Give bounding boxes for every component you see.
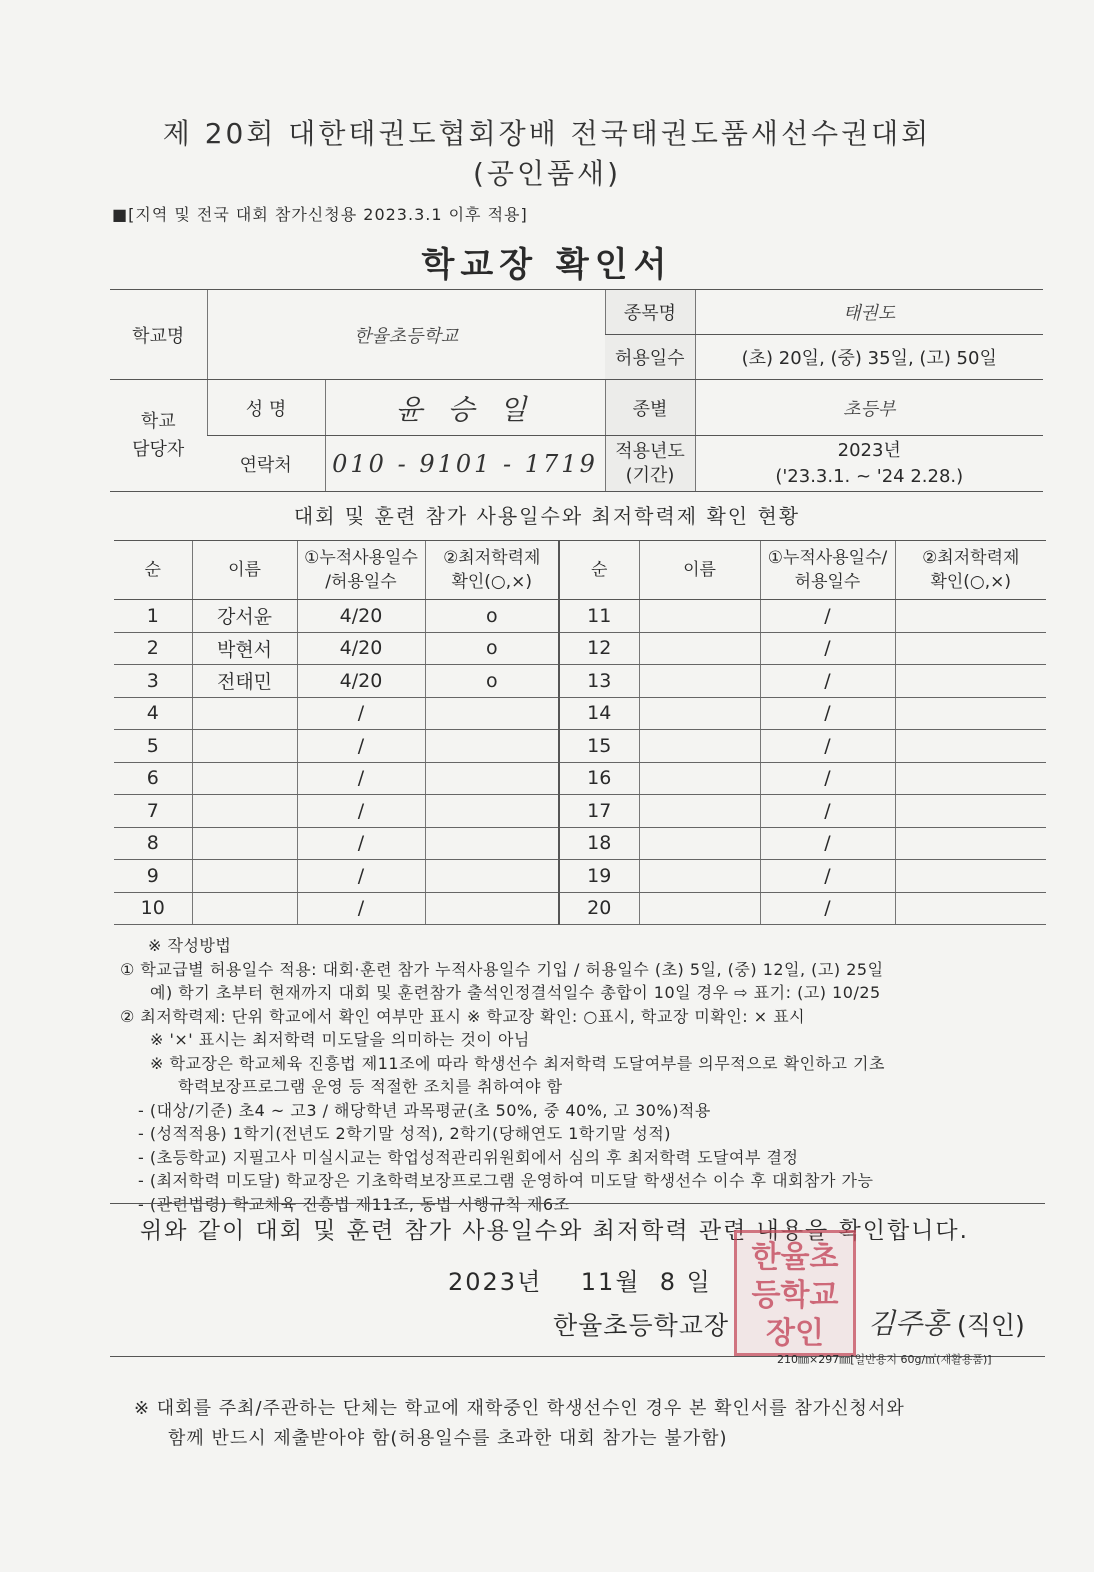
table-row [114, 827, 1046, 860]
cell-no-right: 18 [559, 827, 639, 860]
divider [110, 1203, 1045, 1204]
cell-no-right: 17 [559, 795, 639, 828]
cell-days: / [297, 892, 425, 925]
cell-no: 10 [114, 892, 192, 925]
cell-days-right: / [760, 665, 895, 698]
cell-no-right: 12 [559, 632, 639, 665]
cell-name: 강서윤 [192, 600, 297, 633]
cell-name [192, 892, 297, 925]
cell-days: / [297, 697, 425, 730]
year-label: 적용년도 (기간) [605, 436, 695, 492]
header-acad-right: ②최저학력제 확인(○,×) [895, 541, 1046, 600]
cell-name [192, 697, 297, 730]
cell-days-right: / [760, 730, 895, 763]
cell-acad-right [895, 665, 1046, 698]
cell-name-right [639, 762, 760, 795]
method-line: - (성적적용) 1학기(전년도 2학기말 성적), 2학기(당해연도 1학기말 성적) [138, 1124, 672, 1143]
cell-no: 8 [114, 827, 192, 860]
cell-name-right [639, 795, 760, 828]
cell-acad-right [895, 697, 1046, 730]
official-seal-label: (직인) [957, 1311, 1025, 1340]
cell-name-right [639, 697, 760, 730]
header-acad: ②최저학력제 확인(○,×) [425, 541, 559, 600]
cell-no: 9 [114, 860, 192, 893]
method-line: ※ 학교장은 학교체육 진흥법 제11조에 따라 학생선수 최저학력 도달여부를 의무적으로 확인하고 기초 [150, 1053, 885, 1073]
header-name-right: 이름 [639, 541, 760, 600]
document-title: 학교장 확인서 [421, 245, 673, 285]
cell-acad [425, 892, 559, 925]
participation-table [114, 540, 1046, 925]
cell-name-right [639, 632, 760, 665]
header-name: 이름 [192, 541, 297, 600]
method-line: - (최저학력 미도달) 학교장은 기초학력보장프로그램 운영하여 미도달 학생선수 이수 후 대회참가 가능 [138, 1171, 874, 1190]
cell-days-right: / [760, 697, 895, 730]
contact-value: 010 - 9101 - 1719 [325, 436, 605, 492]
cell-days-right: / [760, 892, 895, 925]
cell-no: 6 [114, 762, 192, 795]
method-line: 예) 학기 초부터 현재까지 대회 및 훈련참가 출석인정결석일수 총합이 10일 경우 ⇨ 표기: (고) 10/25 [150, 983, 881, 1002]
cell-days: / [297, 860, 425, 893]
principal-name: 한율초등학교장 [553, 1311, 730, 1340]
cell-no-right: 11 [559, 600, 639, 633]
method-section [120, 934, 1050, 1216]
table-row [114, 600, 1046, 633]
event-value: 태권도 [695, 290, 1043, 335]
method-heading: ※ 작성방법 [148, 936, 232, 955]
cell-acad [425, 827, 559, 860]
school-seal: 한율초등학교장인 [734, 1230, 856, 1356]
cell-days-right: / [760, 795, 895, 828]
year-value: 2023년 [837, 439, 901, 461]
event-label: 종목명 [605, 290, 695, 335]
table-row [114, 892, 1046, 925]
cell-name: 전태민 [192, 665, 297, 698]
title-line2: (공인품새) [472, 157, 622, 190]
paper-spec: 210㎜×297㎜[일반용지 60g/㎡(재활용품)] [777, 1353, 992, 1366]
method-line: ② 최저학력제: 단위 학교에서 확인 여부만 표시 ※ 학교장 확인: ○표시, 학교장 미확인: × 표시 [120, 1006, 806, 1026]
cell-name [192, 762, 297, 795]
cell-no-right: 13 [559, 665, 639, 698]
cell-days-right: / [760, 860, 895, 893]
table-row [114, 632, 1046, 665]
title-line1: 제 20회 대한태권도협회장배 전국태권도품새선수권대회 [162, 117, 932, 150]
method-line: - (초등학교) 지필고사 미실시교는 학업성적관리위원회에서 심의 후 최저학력 도달여부 결정 [138, 1147, 799, 1167]
footer-line: ※ 대회를 주최/주관하는 단체는 학교에 재학중인 학생선수인 경우 본 확인서를 참가신청서와 [134, 1398, 905, 1419]
cell-no-right: 14 [559, 697, 639, 730]
school-value: 한율초등학교 [207, 290, 605, 380]
notice-text: ■[지역 및 전국 대회 참가신청용 2023.3.1 이후 적용] [112, 205, 528, 224]
cell-no: 7 [114, 795, 192, 828]
table-row [114, 730, 1046, 763]
cell-acad-right [895, 762, 1046, 795]
table-row [114, 795, 1046, 828]
cell-name-right [639, 892, 760, 925]
cell-days: / [297, 795, 425, 828]
cell-name-right [639, 600, 760, 633]
cell-days: / [297, 762, 425, 795]
method-line: ※ '×' 표시는 최저학력 미도달을 의미하는 것이 아님 [150, 1030, 530, 1049]
manager-name: 윤 승 일 [325, 380, 605, 436]
name-label: 성 명 [207, 380, 325, 436]
cell-acad: o [425, 665, 559, 698]
cell-acad-right [895, 892, 1046, 925]
header-days: ①누적사용일수 /허용일수 [297, 541, 425, 600]
cell-days: / [297, 730, 425, 763]
cell-name [192, 795, 297, 828]
cell-days-right: / [760, 827, 895, 860]
cell-name-right [639, 730, 760, 763]
cell-name-right [639, 860, 760, 893]
cell-name: 박현서 [192, 632, 297, 665]
footer-note [134, 1394, 905, 1454]
cell-acad-right [895, 827, 1046, 860]
cell-days-right: / [760, 600, 895, 633]
school-label: 학교명 [110, 290, 207, 380]
cell-acad [425, 730, 559, 763]
cell-name [192, 827, 297, 860]
confirm-text: 위와 같이 대회 및 훈련 참가 사용일수와 최저학력 관련 내용을 확인합니다. [140, 1218, 969, 1244]
table-row [114, 665, 1046, 698]
footer-line: 함께 반드시 제출받아야 함(허용일수를 초과한 대회 참가는 불가함) [168, 1428, 728, 1449]
cell-days: / [297, 827, 425, 860]
cell-no-right: 20 [559, 892, 639, 925]
cell-name [192, 730, 297, 763]
method-line: ① 학교급별 허용일수 적용: 대회·훈련 참가 누적사용일수 기입 / 허용일수 (초) 5일, (중) 12일, (고) 25일 [120, 959, 884, 979]
principal-signature: 김주홍 [868, 1307, 950, 1340]
confirm-date: 2023년 11월 8 일 [448, 1268, 712, 1296]
allowed-days-label: 허용일수 [605, 335, 695, 380]
cell-acad-right [895, 600, 1046, 633]
cell-no: 3 [114, 665, 192, 698]
cell-name [192, 860, 297, 893]
cell-no-right: 19 [559, 860, 639, 893]
header-days-right: ①누적사용일수/ 허용일수 [760, 541, 895, 600]
cell-acad-right [895, 795, 1046, 828]
cell-acad: o [425, 632, 559, 665]
header-no: 순 [114, 541, 192, 600]
cell-no: 1 [114, 600, 192, 633]
cell-acad [425, 795, 559, 828]
cell-acad [425, 762, 559, 795]
cell-days: 4/20 [297, 665, 425, 698]
cell-acad: o [425, 600, 559, 633]
cell-no: 5 [114, 730, 192, 763]
cell-name-right [639, 827, 760, 860]
cell-name-right [639, 665, 760, 698]
info-table [110, 289, 1043, 492]
section-title: 대회 및 훈련 참가 사용일수와 최저학력제 확인 현황 [293, 504, 801, 528]
table-row [114, 697, 1046, 730]
cell-no-right: 16 [559, 762, 639, 795]
cell-acad-right [895, 730, 1046, 763]
cell-days-right: / [760, 632, 895, 665]
division-label: 종별 [605, 380, 695, 436]
manager-label: 학교 담당자 [110, 380, 207, 492]
table-row [114, 762, 1046, 795]
year-period: ('23.3.1. ~ '24 2.28.) [775, 465, 964, 487]
cell-days: 4/20 [297, 600, 425, 633]
method-line: - (관련법령) 학교체육 진흥법 제11조, 동법 시행규칙 제6조 [138, 1194, 570, 1214]
cell-acad [425, 860, 559, 893]
cell-days: 4/20 [297, 632, 425, 665]
cell-acad-right [895, 860, 1046, 893]
allowed-days-value: (초) 20일, (중) 35일, (고) 50일 [695, 335, 1043, 380]
cell-no-right: 15 [559, 730, 639, 763]
cell-days-right: / [760, 762, 895, 795]
cell-no: 2 [114, 632, 192, 665]
cell-acad-right [895, 632, 1046, 665]
contact-label: 연락처 [207, 436, 325, 492]
division-value: 초등부 [695, 380, 1043, 436]
year-cell [695, 436, 1043, 492]
cell-acad [425, 697, 559, 730]
method-line: 학력보장프로그램 운영 등 적절한 조치를 취하여야 함 [178, 1077, 563, 1096]
method-line: - (대상/기준) 초4 ~ 고3 / 해당학년 과목평균(초 50%, 중 40%, 고 30%)적용 [138, 1100, 711, 1120]
table-row [114, 860, 1046, 893]
header-no-right: 순 [559, 541, 639, 600]
cell-no: 4 [114, 697, 192, 730]
